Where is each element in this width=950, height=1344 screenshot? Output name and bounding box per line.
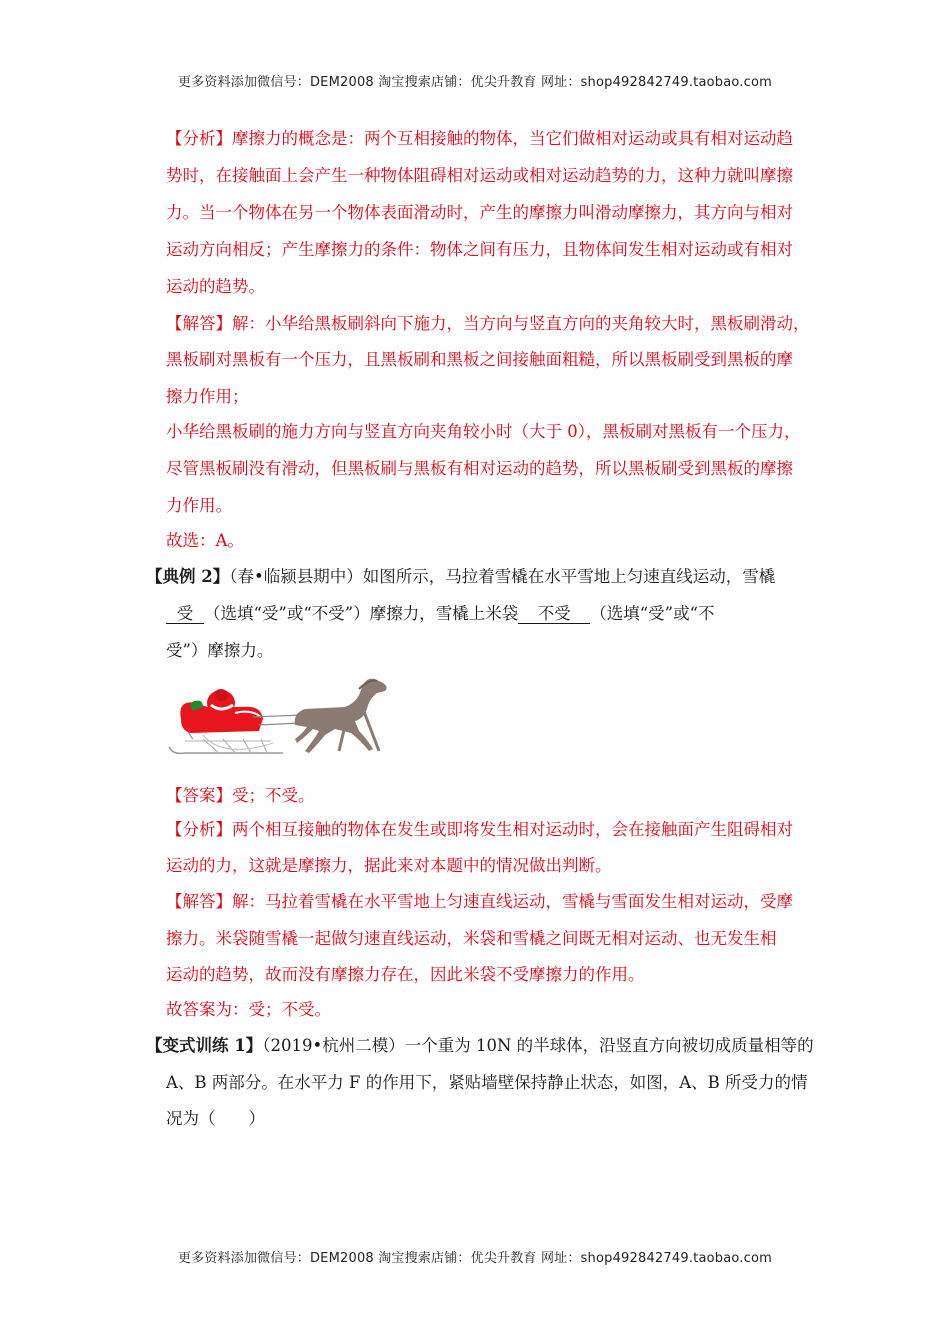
variant1-line: A、B 两部分。在水平力 F 的作用下，紧贴墙壁保持静止状态，如图，A、B 所受力的情 (166, 1073, 808, 1092)
analysis-tag: 【分析】 (166, 820, 232, 839)
page-footer: 更多资料添加微信号：DEM2008 淘宝搜索店铺：优尖升教育 网址：shop492842749.taobao.com (177, 1251, 773, 1266)
solution1-choice: 故选：A。 (166, 531, 244, 550)
variant1-line: 况为（ ） (166, 1109, 265, 1128)
solution1-line: 擦力作用； (166, 387, 249, 406)
solution2-line: 【解答】解：马拉着雪橇在水平雪地上匀速直线运动，雪橇与雪面发生相对运动，受摩 (166, 892, 793, 911)
analysis1-line: 运动的趋势。 (166, 277, 265, 296)
horse-sleigh-image (163, 673, 395, 761)
analysis1-line: 势时，在接触面上会产生一种物体阻碍相对运动或相对运动趋势的力，这种力就叫摩擦 (166, 166, 793, 185)
page-header: 更多资料添加微信号：DEM2008 淘宝搜索店铺：优尖升教育 网址：shop492842749.taobao.com (177, 75, 773, 90)
answer-blank: 不受 (518, 605, 590, 624)
solution1-line: 尽管黑板刷没有滑动，但黑板刷与黑板有相对运动的趋势，所以黑板刷受到黑板的摩擦 (166, 459, 793, 478)
analysis-tag: 【分析】 (166, 129, 232, 148)
answer-blank: 受 (166, 605, 204, 624)
answer-tag: 【答案】 (166, 786, 232, 805)
example2-tag: 【典例 2】 (146, 567, 230, 586)
variant1-tag: 【变式训练 1】 (146, 1036, 263, 1055)
analysis2-line: 【分析】两个相互接触的物体在发生或即将发生相对运动时，会在接触面产生阻碍相对 (166, 820, 793, 839)
variant1-line: 【变式训练 1】（2019•杭州二模）一个重为 10N 的半球体，沿竖直方向被切成质量相等的 (146, 1036, 814, 1055)
solution1-line: 黑板刷对黑板有一个压力，且黑板刷和黑板之间接触面粗糙，所以黑板刷受到黑板的摩 (166, 350, 793, 369)
solution1-line: 小华给黑板刷的施力方向与竖直方向夹角较小时（大于 0），黑板刷对黑板有一个压力， (166, 422, 801, 441)
example2-line: 受”）摩擦力。 (166, 641, 274, 660)
solution1-line: 【解答】解：小华给黑板刷斜向下施力，当方向与竖直方向的夹角较大时，黑板刷滑动， (166, 314, 810, 333)
example2-line: 【典例 2】（春•临颍县期中）如图所示，马拉着雪橇在水平雪地上匀速直线运动，雪橇 (146, 567, 776, 586)
example2-line: 受 （选填“受”或“不受”）摩擦力，雪橇上米袋 不受 （选填“受”或“不 (166, 604, 715, 624)
solution2-line: 运动的趋势，故而没有摩擦力存在，因此米袋不受摩擦力的作用。 (166, 965, 645, 984)
analysis2-line: 运动的力，这就是摩擦力，据此来对本题中的情况做出判断。 (166, 856, 612, 875)
solution-tag: 【解答】 (166, 892, 232, 911)
analysis1-line: 力。当一个物体在另一个物体表面滑动时，产生的摩擦力叫滑动摩擦力，其方向与相对 (166, 203, 793, 222)
analysis1-line: 【分析】摩擦力的概念是：两个互相接触的物体，当它们做相对运动或具有相对运动趋 (166, 129, 793, 148)
answer2-line: 【答案】受；不受。 (166, 786, 315, 805)
solution-tag: 【解答】 (166, 314, 232, 333)
analysis1-line: 运动方向相反；产生摩擦力的条件：物体之间有压力，且物体间发生相对运动或有相对 (166, 240, 793, 259)
solution2-line: 擦力。米袋随雪橇一起做匀速直线运动，米袋和雪橇之间既无相对运动、也无发生相 (166, 929, 777, 948)
solution1-line: 力作用。 (166, 496, 232, 515)
solution2-final: 故答案为：受；不受。 (166, 1000, 331, 1019)
